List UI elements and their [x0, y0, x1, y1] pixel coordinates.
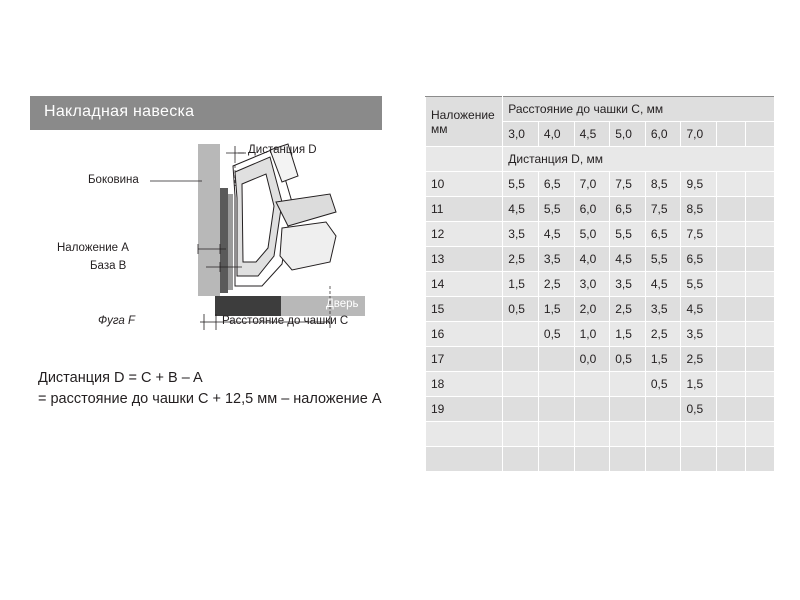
cell-distance — [746, 197, 775, 222]
cell-distance: 6,5 — [538, 172, 574, 197]
cell-distance: 5,5 — [610, 222, 646, 247]
cell-distance — [746, 297, 775, 322]
hinge-plate-shape — [220, 188, 228, 293]
cell-distance: 5,0 — [574, 222, 610, 247]
cell-overlay: 13 — [426, 247, 503, 272]
table-row — [426, 272, 775, 297]
cell-distance: 0,5 — [538, 322, 574, 347]
cell-distance: 3,5 — [610, 272, 646, 297]
cell-distance — [717, 172, 746, 197]
cell-distance — [717, 347, 746, 372]
cell-distance: 0,5 — [610, 347, 646, 372]
cell-distance: 5,5 — [503, 172, 539, 197]
cell-distance — [746, 172, 775, 197]
cell-distance: 3,5 — [681, 322, 717, 347]
cell-distance — [503, 347, 539, 372]
cell-distance — [746, 322, 775, 347]
label-side-panel: Боковина — [88, 174, 139, 186]
door-edge-shape — [215, 296, 281, 316]
table-row — [426, 247, 775, 272]
cell-distance: 3,0 — [574, 272, 610, 297]
header-cup-value — [717, 122, 746, 147]
cell-distance: 2,5 — [610, 297, 646, 322]
cell-distance: 2,5 — [681, 347, 717, 372]
hinge-table — [425, 96, 775, 472]
subheader-blank — [426, 147, 503, 172]
cell-distance — [538, 422, 574, 447]
formula-block — [38, 368, 382, 410]
label-door: Дверь — [326, 298, 359, 310]
table-row — [426, 197, 775, 222]
cell-distance: 6,0 — [574, 197, 610, 222]
cell-distance — [681, 447, 717, 472]
cell-distance — [574, 447, 610, 472]
cell-distance — [503, 397, 539, 422]
overlay-distance-table — [425, 96, 775, 472]
label-distance-d: Дистанция D — [248, 144, 317, 156]
cell-overlay: 17 — [426, 347, 503, 372]
cell-distance: 5,5 — [538, 197, 574, 222]
cell-distance: 1,5 — [610, 322, 646, 347]
header-cup-value: 5,0 — [610, 122, 646, 147]
cell-distance: 9,5 — [681, 172, 717, 197]
subheader-distance-d: Дистанция D, мм — [503, 147, 775, 172]
page-title: Накладная навеска — [44, 103, 195, 120]
cell-distance: 7,5 — [610, 172, 646, 197]
cell-distance — [610, 422, 646, 447]
cell-distance — [645, 397, 681, 422]
cell-distance — [503, 322, 539, 347]
cell-distance — [717, 372, 746, 397]
cell-distance: 2,0 — [574, 297, 610, 322]
cell-overlay — [426, 447, 503, 472]
cell-distance — [645, 422, 681, 447]
cell-overlay: 14 — [426, 272, 503, 297]
hinge-body-outline — [233, 144, 336, 286]
cell-distance: 6,5 — [681, 247, 717, 272]
cell-distance — [574, 397, 610, 422]
cell-overlay: 18 — [426, 372, 503, 397]
cell-distance: 3,5 — [645, 297, 681, 322]
table-header-row-1 — [426, 97, 775, 122]
table-row — [426, 322, 775, 347]
cell-distance: 8,5 — [681, 197, 717, 222]
cell-distance: 8,5 — [645, 172, 681, 197]
cell-distance — [717, 422, 746, 447]
cell-distance: 4,5 — [503, 197, 539, 222]
header-cup-distance: Расстояние до чашки C, мм — [503, 97, 775, 122]
header-overlay-label: Наложение мм — [426, 97, 503, 147]
cell-distance — [717, 322, 746, 347]
cell-distance — [645, 447, 681, 472]
cell-distance — [610, 372, 646, 397]
header-cup-value: 3,0 — [503, 122, 539, 147]
cell-distance: 2,5 — [645, 322, 681, 347]
cell-distance — [717, 197, 746, 222]
cell-distance: 2,5 — [503, 247, 539, 272]
formula-line-2: = расстояние до чашки C + 12,5 мм – наложение A — [38, 391, 382, 407]
cell-distance — [717, 247, 746, 272]
cell-distance: 1,5 — [681, 372, 717, 397]
hinge-diagram — [30, 136, 400, 351]
cell-distance: 0,5 — [503, 297, 539, 322]
cell-distance: 7,5 — [645, 197, 681, 222]
table-row — [426, 372, 775, 397]
hinge-plate-inner-shape — [228, 194, 233, 290]
cell-distance: 3,5 — [503, 222, 539, 247]
cell-distance — [717, 297, 746, 322]
cell-distance — [746, 447, 775, 472]
cell-distance: 1,5 — [503, 272, 539, 297]
cell-distance: 4,0 — [574, 247, 610, 272]
cell-overlay: 16 — [426, 322, 503, 347]
cell-overlay: 12 — [426, 222, 503, 247]
cell-distance: 6,5 — [645, 222, 681, 247]
label-base-b: База B — [90, 260, 127, 272]
cell-distance: 4,5 — [538, 222, 574, 247]
table-row — [426, 447, 775, 472]
cell-distance — [717, 447, 746, 472]
label-cup-distance-c: Расстояние до чашки C — [222, 315, 349, 327]
overlay-mount-panel — [30, 96, 400, 426]
cell-distance: 4,5 — [645, 272, 681, 297]
table-row — [426, 347, 775, 372]
table-row — [426, 172, 775, 197]
cell-distance: 2,5 — [538, 272, 574, 297]
header-cup-value: 7,0 — [681, 122, 717, 147]
cell-distance: 1,5 — [538, 297, 574, 322]
cell-overlay — [426, 422, 503, 447]
side-panel-shape — [198, 144, 220, 296]
cell-distance — [538, 372, 574, 397]
header-cup-value — [746, 122, 775, 147]
cell-distance — [681, 422, 717, 447]
cell-distance: 3,5 — [538, 247, 574, 272]
cell-distance — [717, 397, 746, 422]
header-cup-value: 4,0 — [538, 122, 574, 147]
cell-distance — [503, 372, 539, 397]
cell-distance — [746, 372, 775, 397]
panel-title-bar — [30, 96, 382, 130]
cell-distance — [746, 247, 775, 272]
cell-distance: 4,5 — [610, 247, 646, 272]
label-overlay-a: Наложение A — [57, 242, 129, 254]
table-row — [426, 397, 775, 422]
cell-distance: 4,5 — [681, 297, 717, 322]
cell-distance — [503, 447, 539, 472]
cell-distance — [538, 347, 574, 372]
cell-distance — [574, 372, 610, 397]
table-row — [426, 297, 775, 322]
cell-distance: 7,5 — [681, 222, 717, 247]
cell-distance — [610, 447, 646, 472]
cell-distance — [746, 422, 775, 447]
cell-distance — [574, 422, 610, 447]
cell-distance — [717, 222, 746, 247]
label-gap-f: Фуга F — [98, 315, 136, 327]
cell-distance: 5,5 — [681, 272, 717, 297]
cell-overlay: 15 — [426, 297, 503, 322]
cell-distance — [746, 272, 775, 297]
cell-distance — [746, 347, 775, 372]
cell-distance: 5,5 — [645, 247, 681, 272]
cell-distance — [610, 397, 646, 422]
cell-overlay: 10 — [426, 172, 503, 197]
cell-distance: 0,0 — [574, 347, 610, 372]
header-cup-value: 6,0 — [645, 122, 681, 147]
cell-overlay: 11 — [426, 197, 503, 222]
table-subheader-row — [426, 147, 775, 172]
cell-distance — [538, 447, 574, 472]
table-row — [426, 422, 775, 447]
formula-line-1: Дистанция D = C + B – A — [38, 370, 203, 386]
cell-distance: 0,5 — [645, 372, 681, 397]
cell-distance — [746, 397, 775, 422]
cell-distance: 7,0 — [574, 172, 610, 197]
cell-distance: 6,5 — [610, 197, 646, 222]
cell-distance — [538, 397, 574, 422]
cell-distance: 1,5 — [645, 347, 681, 372]
table-row — [426, 222, 775, 247]
cell-distance — [717, 272, 746, 297]
cell-distance — [503, 422, 539, 447]
header-cup-value: 4,5 — [574, 122, 610, 147]
cell-distance: 0,5 — [681, 397, 717, 422]
cell-overlay: 19 — [426, 397, 503, 422]
cell-distance — [746, 222, 775, 247]
cell-distance: 1,0 — [574, 322, 610, 347]
